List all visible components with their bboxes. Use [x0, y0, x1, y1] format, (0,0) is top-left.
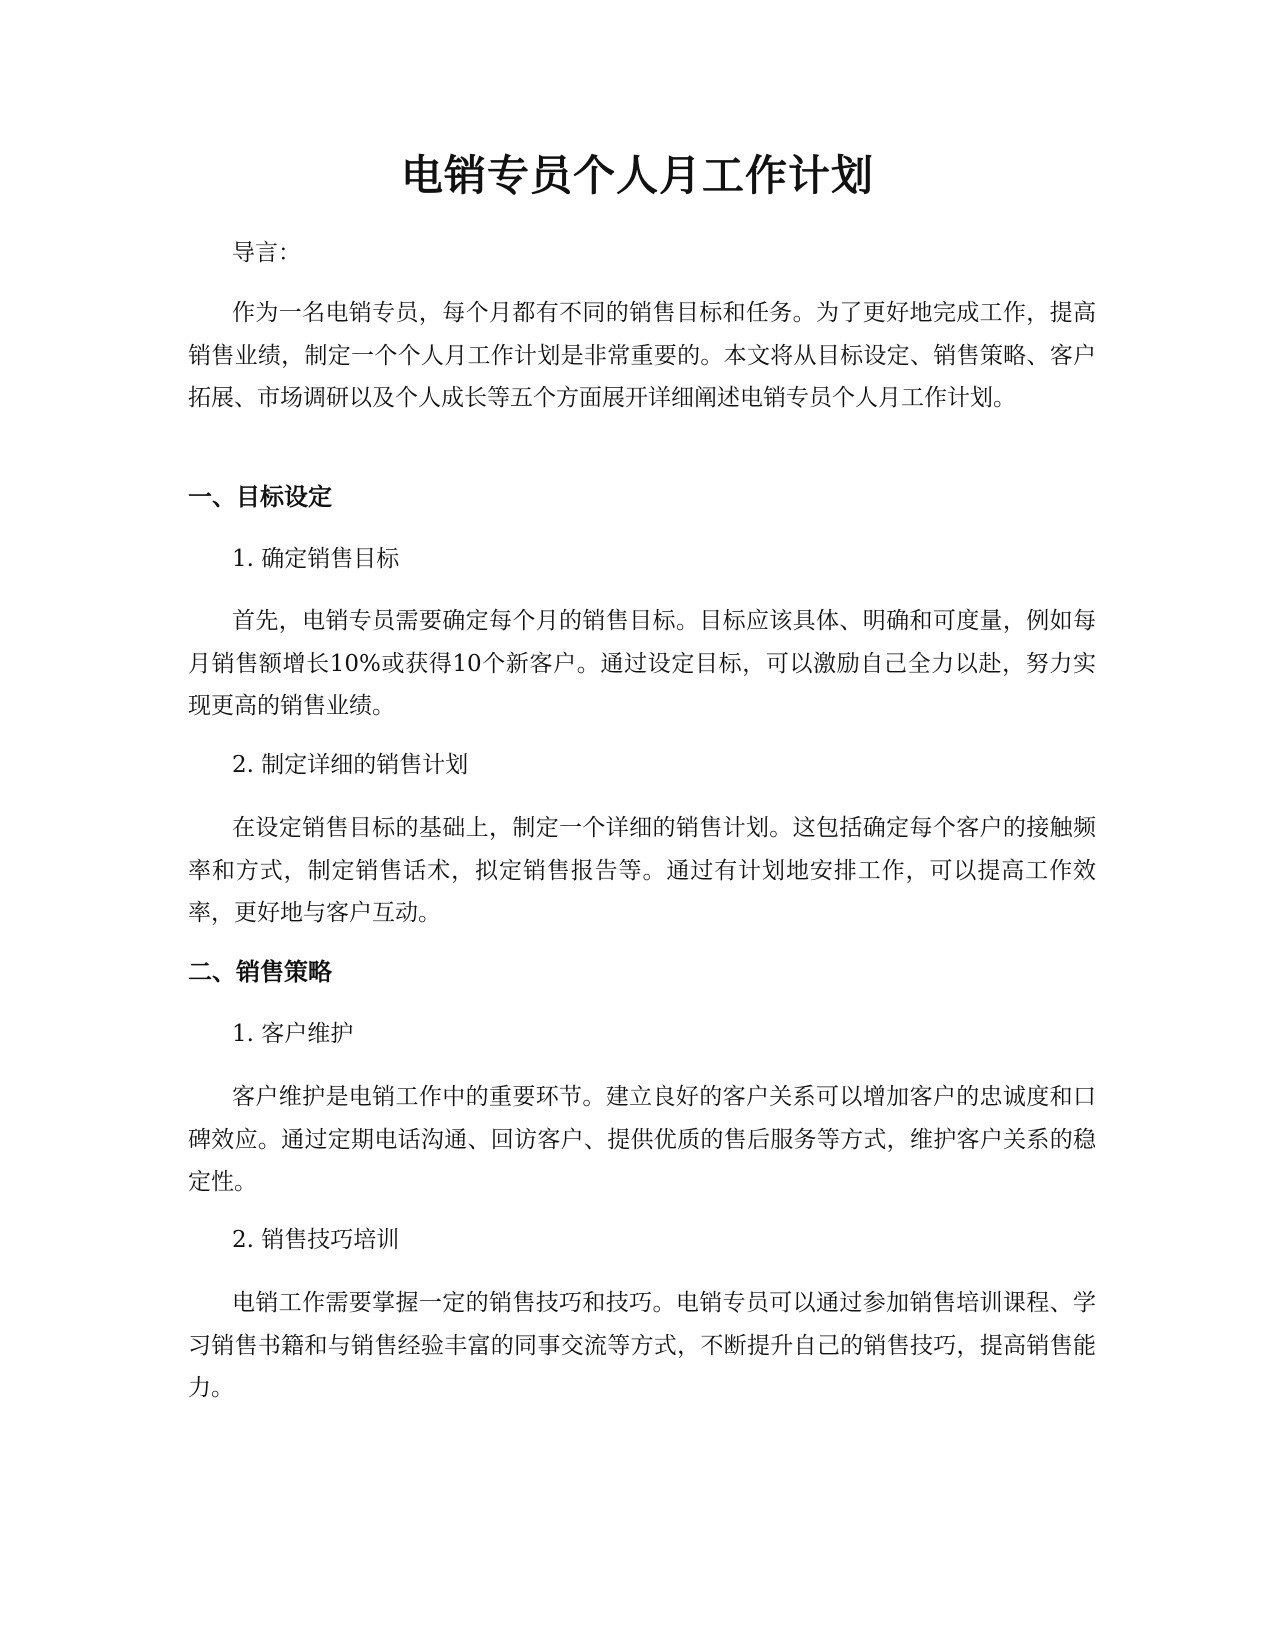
intro-paragraph: 作为一名电销专员，每个月都有不同的销售目标和任务。为了更好地完成工作，提高销售业绩，制定一个个人月工作计划是非常重要的。本文将从目标设定、销售策略、客户拓展、市场调研以及个人成长等五个方面展开详细阐述电销专员个人月工作计划。: [188, 300, 1096, 412]
subheading-sales-plan: 2. 制定详细的销售计划: [232, 752, 469, 778]
section-heading-strategy: 二、销售策略: [188, 958, 332, 986]
page-title: 电销专员个人月工作计划: [400, 151, 874, 200]
paragraph-customer-maintenance: 客户维护是电销工作中的重要环节。建立良好的客户关系可以增加客户的忠诚度和口碑效应。通过定期电话沟通、回访客户、提供优质的售后服务等方式，维护客户关系的稳定性。: [188, 1084, 1096, 1196]
paragraph-sales-plan: 在设定销售目标的基础上，制定一个详细的销售计划。这包括确定每个客户的接触频率和方式，制定销售话术，拟定销售报告等。通过有计划地安排工作，可以提高工作效率，更好地与客户互动。: [188, 815, 1096, 927]
subheading-sales-training: 2. 销售技巧培训: [232, 1227, 400, 1253]
intro-label: 导言：: [232, 240, 301, 266]
subheading-sales-target: 1. 确定销售目标: [232, 546, 400, 572]
paragraph-sales-training: 电销工作需要掌握一定的销售技巧和技巧。电销专员可以通过参加销售培训课程、学习销售书籍和与销售经验丰富的同事交流等方式，不断提升自己的销售技巧，提高销售能力。: [188, 1290, 1096, 1402]
section-heading-goals: 一、目标设定: [188, 483, 332, 511]
paragraph-sales-target: 首先，电销专员需要确定每个月的销售目标。目标应该具体、明确和可度量，例如每月销售额增长10%或获得10个新客户。通过设定目标，可以激励自己全力以赴，努力实现更高的销售业绩。: [188, 608, 1096, 720]
subheading-customer-maintenance: 1. 客户维护: [232, 1021, 354, 1047]
